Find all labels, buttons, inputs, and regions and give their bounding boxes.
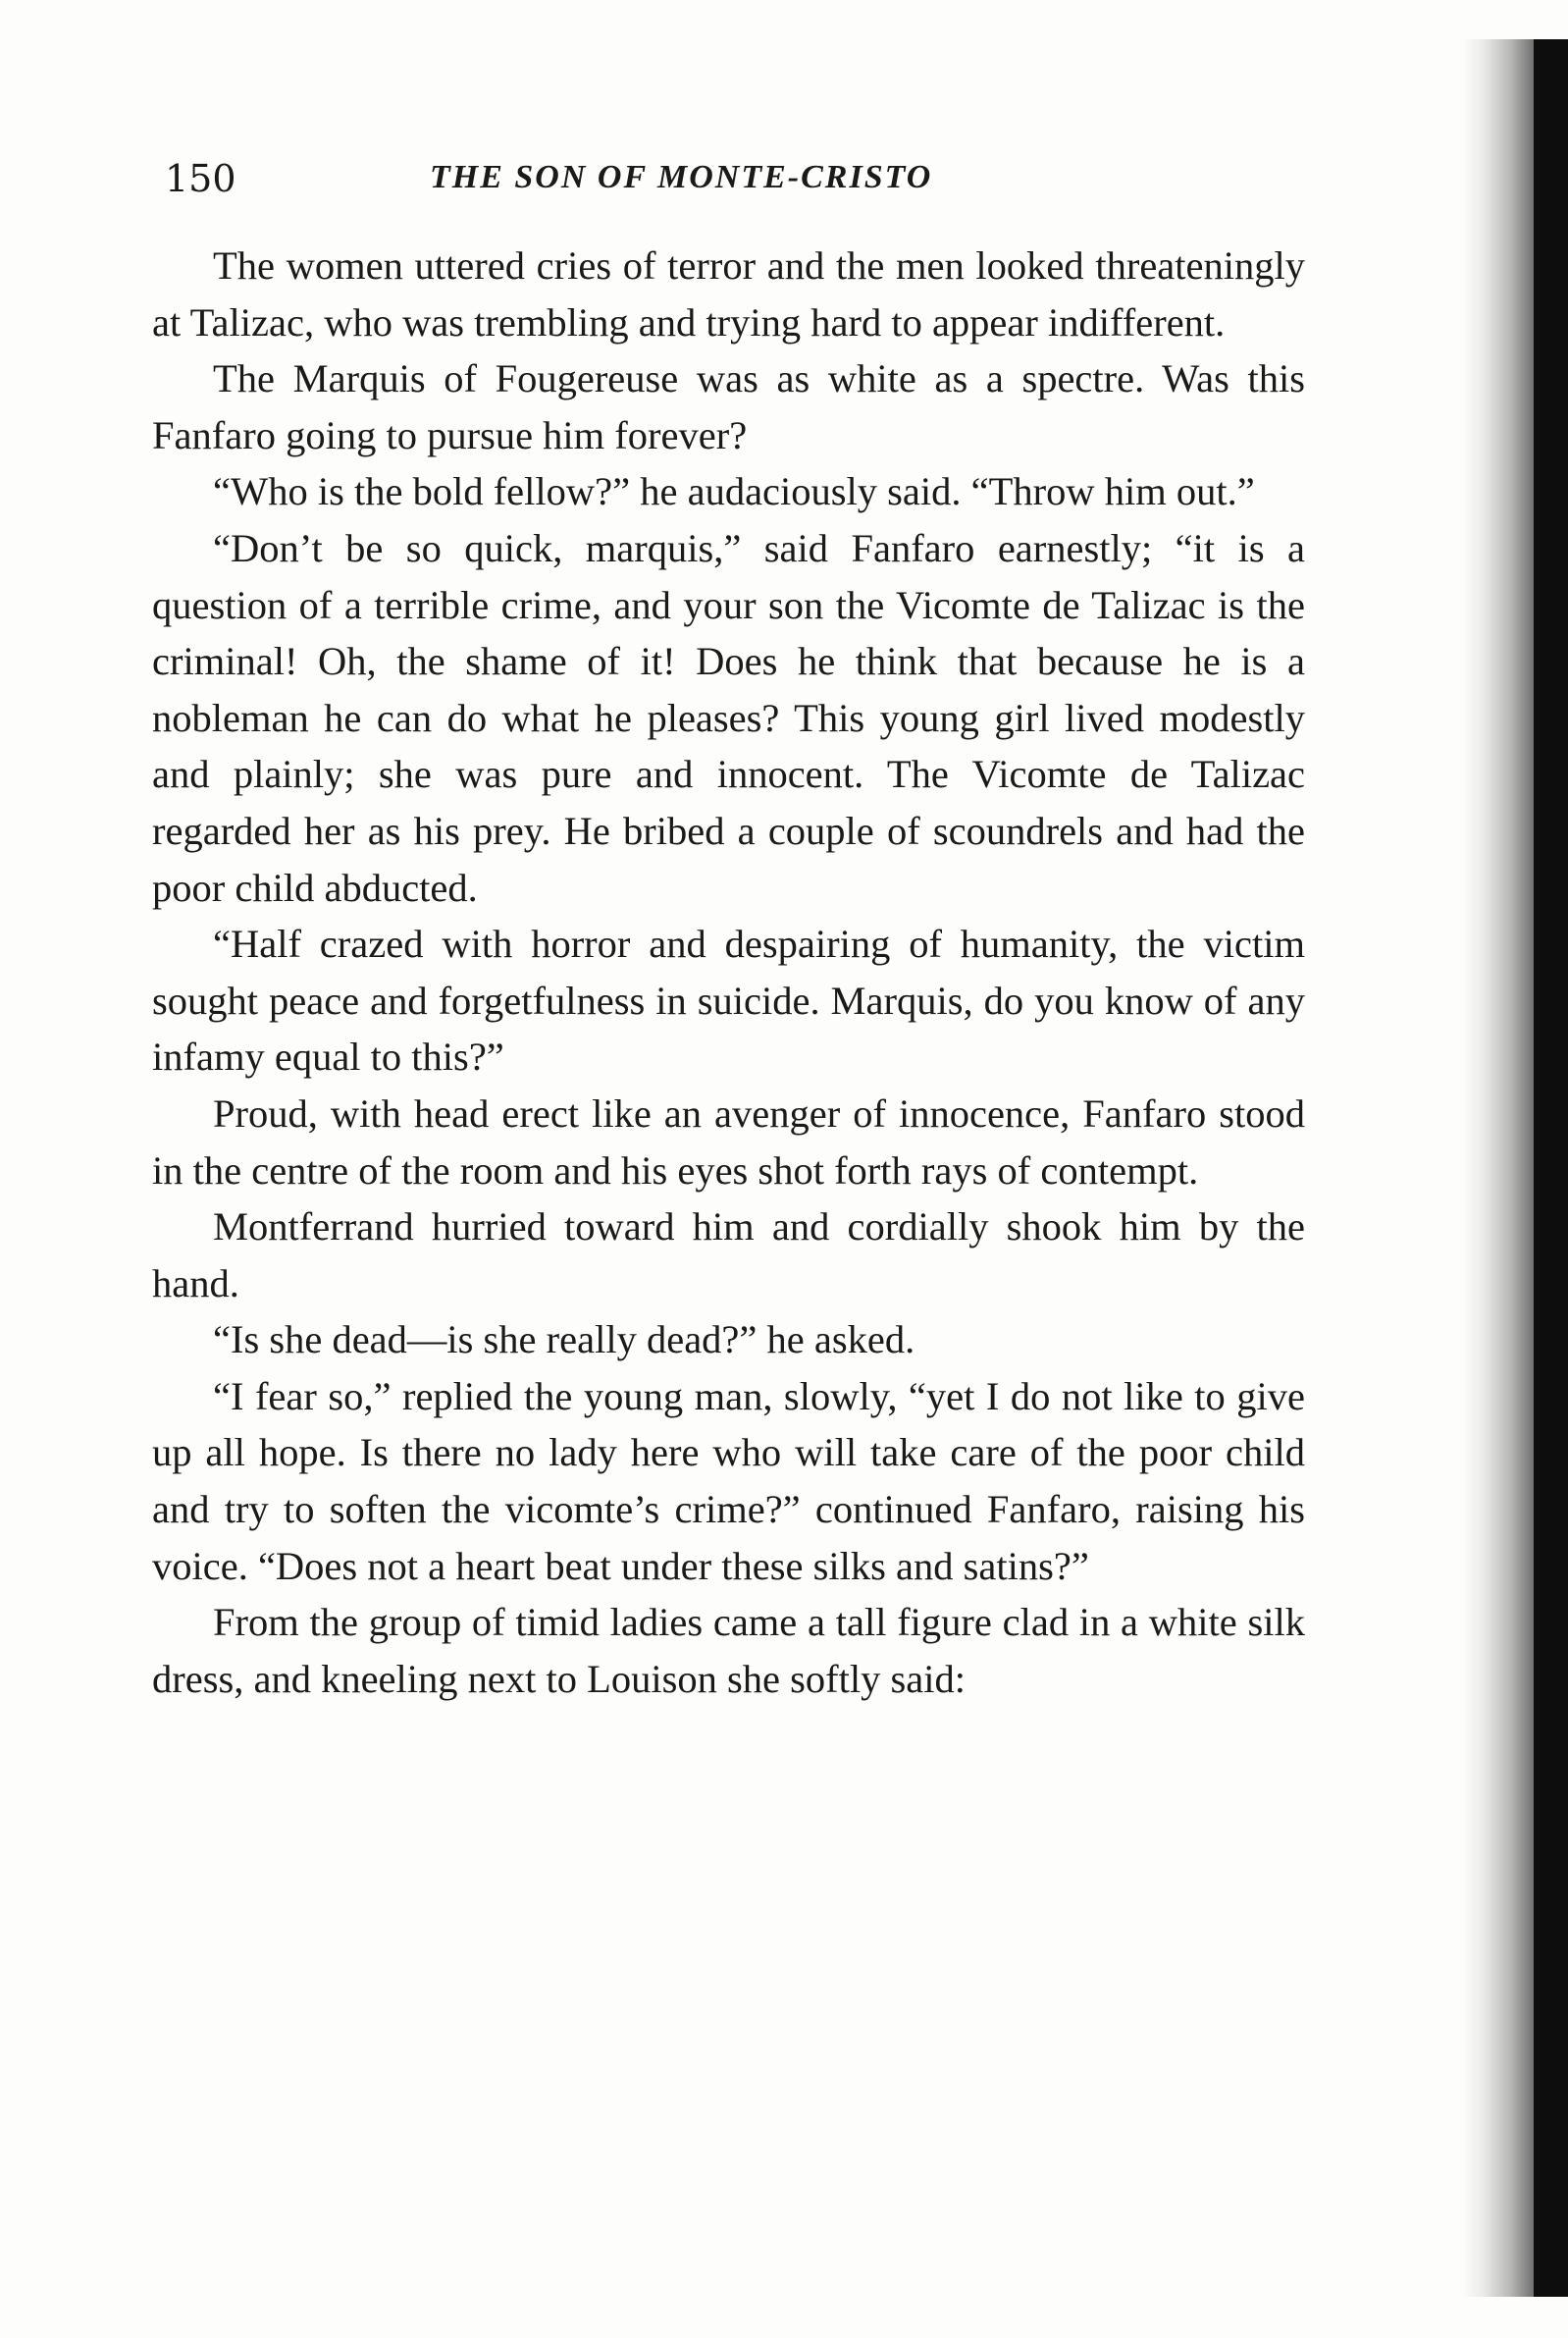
paragraph: “Is she dead—is she really dead?” he asked. <box>213 1317 915 1362</box>
paragraph: “Half crazed with horror and despairing of humanity, the victim sought peace and forgetfulness in suicide. Marquis, do you know of any infamy equal to this?” <box>152 922 1305 1080</box>
paragraph: The women uttered cries of terror and the men looked threateningly at Talizac, who was trembling and trying hard to appear indifferent. <box>152 243 1305 345</box>
paragraph: Montferrand hurried toward him and cordially shook him by the hand. <box>152 1204 1305 1305</box>
book-title: THE SON OF MONTE-CRISTO <box>430 159 933 195</box>
paragraph: From the group of timid ladies came a tall figure clad in a white silk dress, and kneeling next to Louison she softly said: <box>152 1600 1305 1701</box>
binding-edge <box>1534 39 1568 2297</box>
paragraph: Proud, with head erect like an avenger of innocence, Fanfaro stood in the centre of the room and his eyes shot forth rays of contempt. <box>152 1090 1305 1193</box>
paragraph: “Who is the bold fellow?” he audaciously said. “Throw him out.” <box>213 469 1255 514</box>
body-text <box>152 238 1305 1707</box>
paragraph: The Marquis of Fougereuse was as white as a spectre. Was this Fanfaro going to pursue him forever? <box>152 356 1305 457</box>
paragraph: “I fear so,” replied the young man, slowly, “yet I do not like to give up all hope. Is there no lady here who will take care of the poor child and try to soften the vicomte’s crime?” continued Fanfaro, raising his voice. “Does not a heart beat under these silks and satins?” <box>152 1373 1305 1588</box>
paragraph: “Don’t be so quick, marquis,” said Fanfaro earnestly; “it is a question of a terrible crime, and your son the Vicomte de Talizac is the criminal! Oh, the shame of it! Does he think that because he is a nobleman he can do what he pleases? This young girl lived modestly and plainly; she was pure and innocent. The Vicomte de Talizac regarded her as his prey. He bribed a couple of scoundrels and had the poor child abducted. <box>152 525 1305 910</box>
page-number: 150 <box>165 157 236 200</box>
running-head <box>165 147 1313 206</box>
